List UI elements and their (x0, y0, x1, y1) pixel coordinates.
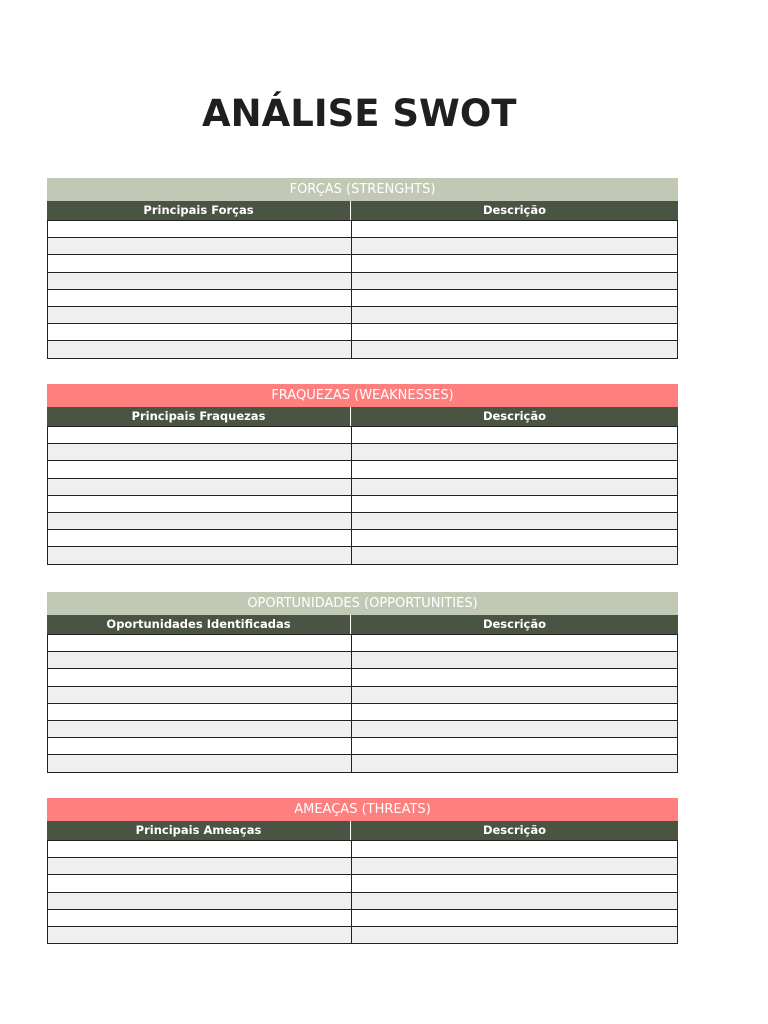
table-cell-main[interactable] (48, 704, 352, 720)
table-row (48, 720, 677, 737)
table-cell-description[interactable] (352, 635, 677, 651)
table-row (48, 909, 677, 926)
table-row (48, 926, 677, 943)
table-row (48, 892, 677, 909)
table-cell-description[interactable] (352, 910, 677, 926)
section-header: FRAQUEZAS (WEAKNESSES) (47, 384, 678, 407)
table-cell-description[interactable] (352, 738, 677, 754)
table-row (48, 512, 677, 529)
table-cell-main[interactable] (48, 461, 352, 477)
table-rows (47, 634, 678, 773)
threats-section (47, 798, 678, 944)
table-cell-main[interactable] (48, 255, 352, 271)
table-rows (47, 220, 678, 359)
table-row (48, 340, 677, 357)
table-cell-description[interactable] (352, 841, 677, 857)
table-row (48, 289, 677, 306)
table-cell-description[interactable] (352, 530, 677, 546)
table-row (48, 237, 677, 254)
table-cell-main[interactable] (48, 307, 352, 323)
table-cell-description[interactable] (352, 721, 677, 737)
table-row (48, 272, 677, 289)
column-header-description: Descrição (482, 617, 547, 631)
column-header-main: Oportunidades Identificadas (47, 615, 351, 634)
table-cell-description[interactable] (352, 341, 677, 357)
opportunities-section (47, 592, 678, 773)
table-cell-description[interactable] (352, 875, 677, 891)
table-cell-main[interactable] (48, 669, 352, 685)
table-cell-description[interactable] (352, 687, 677, 703)
table-cell-description[interactable] (352, 927, 677, 943)
column-headers (47, 407, 678, 426)
table-row (48, 737, 677, 754)
table-row (48, 323, 677, 340)
table-cell-main[interactable] (48, 341, 352, 357)
table-row (48, 686, 677, 703)
table-cell-main[interactable] (48, 427, 352, 443)
table-cell-main[interactable] (48, 755, 352, 771)
column-header-description: Descrição (482, 409, 547, 423)
table-row (48, 546, 677, 563)
table-row (48, 874, 677, 891)
table-row (48, 668, 677, 685)
table-cell-main[interactable] (48, 496, 352, 512)
table-cell-description[interactable] (352, 444, 677, 460)
table-cell-main[interactable] (48, 875, 352, 891)
table-cell-main[interactable] (48, 635, 352, 651)
table-row (48, 478, 677, 495)
table-row (48, 220, 677, 237)
table-cell-main[interactable] (48, 721, 352, 737)
column-header-main: Principais Ameaças (47, 821, 351, 840)
table-row (48, 495, 677, 512)
table-cell-main[interactable] (48, 841, 352, 857)
table-cell-description[interactable] (352, 547, 677, 563)
table-row (48, 754, 677, 771)
table-cell-description[interactable] (352, 652, 677, 668)
column-header-main: Principais Forças (47, 201, 351, 220)
table-cell-description[interactable] (352, 893, 677, 909)
table-row (48, 306, 677, 323)
table-cell-main[interactable] (48, 910, 352, 926)
table-cell-description[interactable] (352, 461, 677, 477)
table-cell-main[interactable] (48, 513, 352, 529)
table-cell-description[interactable] (352, 513, 677, 529)
column-headers (47, 201, 678, 220)
table-cell-description[interactable] (352, 324, 677, 340)
table-row (48, 443, 677, 460)
table-cell-description[interactable] (352, 755, 677, 771)
table-row (48, 703, 677, 720)
strengths-section (47, 178, 678, 359)
table-cell-main[interactable] (48, 927, 352, 943)
table-cell-description[interactable] (352, 307, 677, 323)
table-cell-main[interactable] (48, 324, 352, 340)
table-row (48, 254, 677, 271)
column-header-description: Descrição (482, 823, 547, 837)
column-header-main: Principais Fraquezas (47, 407, 351, 426)
column-header-description: Descrição (482, 203, 547, 217)
table-cell-main[interactable] (48, 290, 352, 306)
table-cell-description[interactable] (352, 479, 677, 495)
table-cell-main[interactable] (48, 238, 352, 254)
table-row (48, 460, 677, 477)
table-cell-description[interactable] (352, 858, 677, 874)
table-cell-description[interactable] (352, 273, 677, 289)
table-cell-main[interactable] (48, 530, 352, 546)
table-cell-description[interactable] (352, 704, 677, 720)
table-cell-main[interactable] (48, 273, 352, 289)
table-cell-description[interactable] (352, 669, 677, 685)
table-row (48, 857, 677, 874)
table-cell-main[interactable] (48, 221, 352, 237)
table-row (48, 529, 677, 546)
table-cell-main[interactable] (48, 893, 352, 909)
section-header: OPORTUNIDADES (OPPORTUNITIES) (47, 592, 678, 615)
table-rows (47, 840, 678, 944)
table-cell-description[interactable] (352, 427, 677, 443)
table-cell-main[interactable] (48, 444, 352, 460)
section-header: FORÇAS (STRENGHTS) (47, 178, 678, 201)
table-cell-main[interactable] (48, 858, 352, 874)
table-cell-description[interactable] (352, 255, 677, 271)
column-headers (47, 615, 678, 634)
table-cell-description[interactable] (352, 238, 677, 254)
table-cell-description[interactable] (352, 290, 677, 306)
table-cell-main[interactable] (48, 738, 352, 754)
table-cell-main[interactable] (48, 652, 352, 668)
table-cell-description[interactable] (352, 221, 677, 237)
table-row (48, 634, 677, 651)
table-row (48, 651, 677, 668)
column-headers (47, 821, 678, 840)
table-cell-main[interactable] (48, 547, 352, 563)
table-cell-main[interactable] (48, 687, 352, 703)
table-cell-description[interactable] (352, 496, 677, 512)
table-row (48, 426, 677, 443)
table-cell-main[interactable] (48, 479, 352, 495)
table-row (48, 840, 677, 857)
table-rows (47, 426, 678, 565)
section-header: AMEAÇAS (THREATS) (47, 798, 678, 821)
page-title: ANÁLISE SWOT (202, 92, 517, 135)
weaknesses-section (47, 384, 678, 565)
